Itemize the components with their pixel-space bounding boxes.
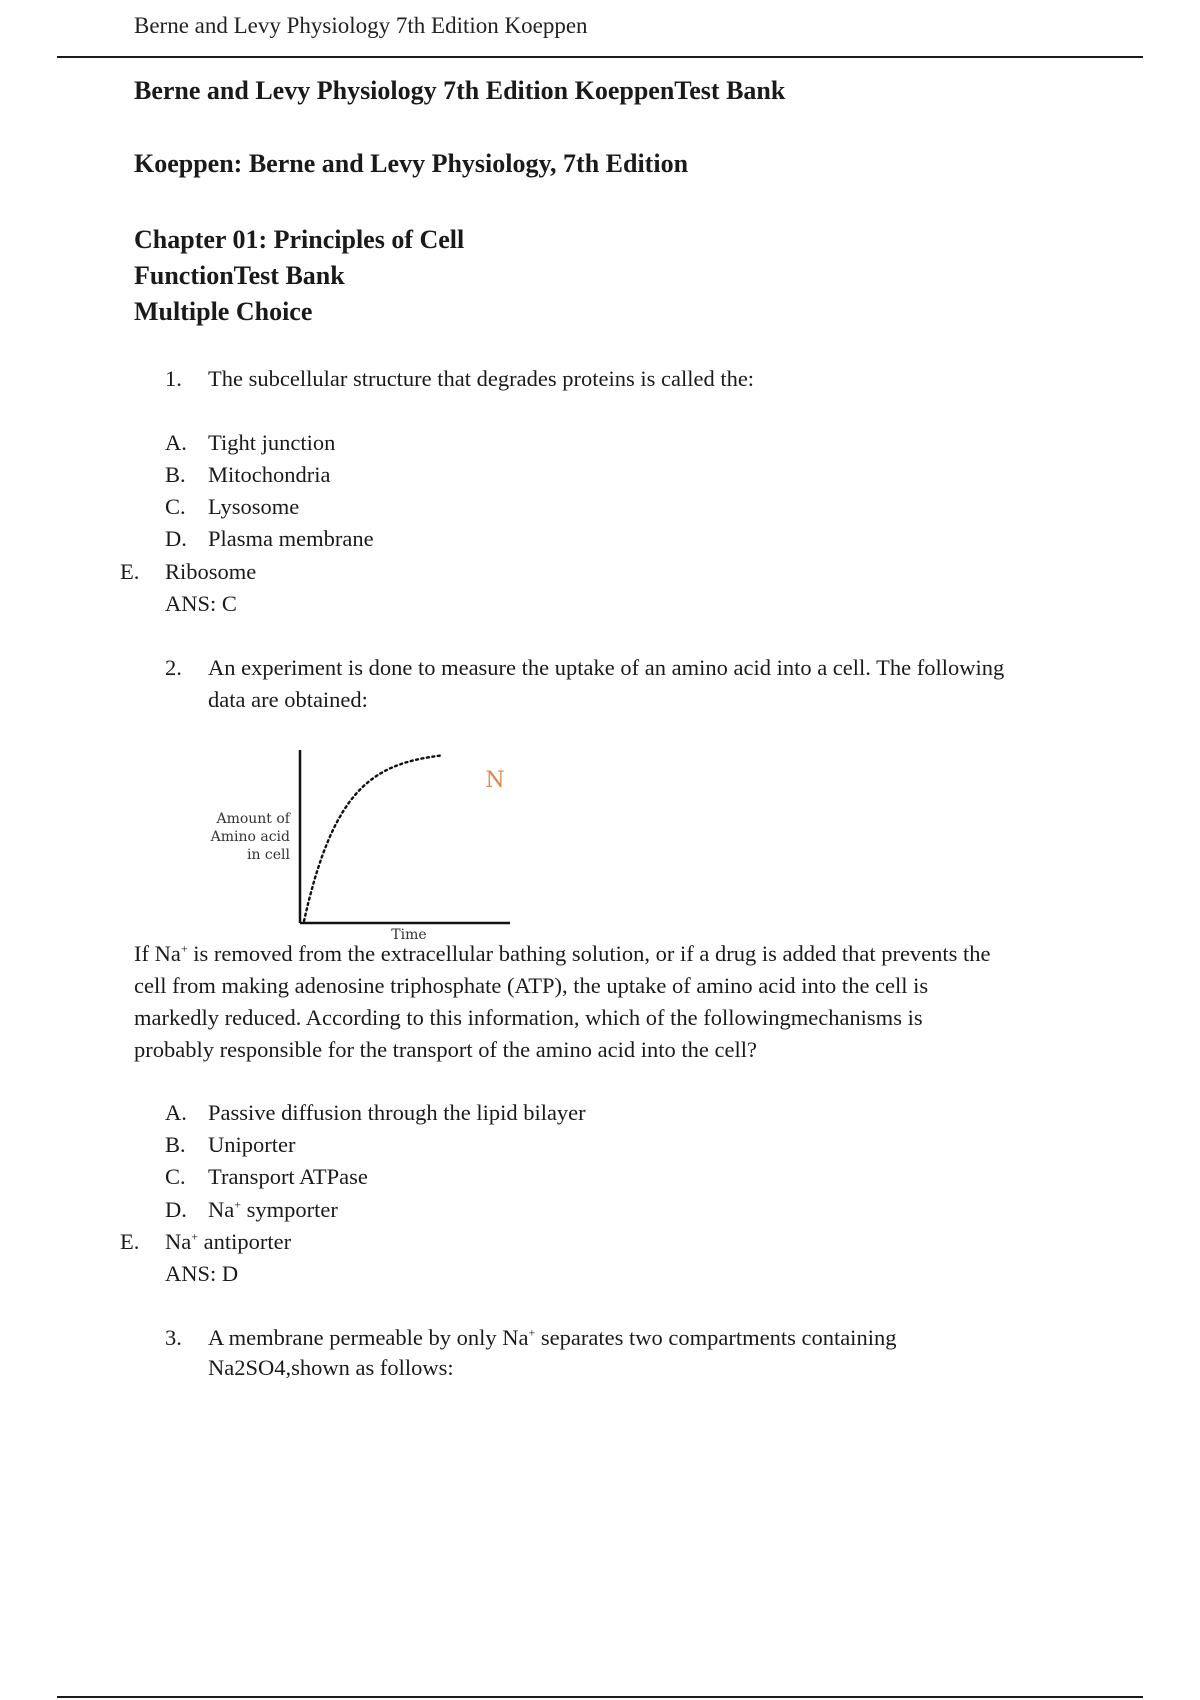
q1-option-letter: D. — [165, 526, 187, 551]
q1-option-letter: B. — [165, 462, 186, 487]
section-heading: Multiple Choice — [134, 297, 313, 326]
q1-option-text: Mitochondria — [208, 462, 331, 487]
q2-paragraph-line2: cell from making adenosine triphosphate (ATP), the uptake of amino acid into the cell is — [134, 973, 929, 998]
q2-paragraph-line1: If Na+ is removed from the extracellular bathing solution, or if a drug is added that prevents the — [134, 941, 991, 966]
q1-option-letter: C. — [165, 494, 186, 519]
q2-number: 2. — [165, 655, 182, 680]
q2-option-letter: A. — [165, 1100, 187, 1125]
graph-xlabel: Time — [391, 927, 427, 943]
graph-ylabel-line1: Amount of — [216, 811, 290, 827]
graph-marker-n: N — [485, 768, 505, 793]
q1-number: 1. — [165, 366, 182, 391]
q1-option-text: Tight junction — [208, 430, 336, 455]
q2-option-text: Transport ATPase — [208, 1164, 368, 1189]
q2-answer: ANS: D — [165, 1261, 239, 1286]
q1-option-letter: E. — [120, 559, 140, 584]
q2-option-letter: D. — [165, 1197, 187, 1222]
document-title: Berne and Levy Physiology 7th Edition KoeppenTest Bank — [134, 76, 786, 105]
chapter-title-line2: FunctionTest Bank — [134, 261, 345, 290]
q1-answer: ANS: C — [165, 591, 237, 616]
q1-option-text: Lysosome — [208, 494, 300, 519]
uptake-curve — [304, 756, 440, 921]
q1-option-text: Ribosome — [165, 559, 257, 584]
q1-option-letter: A. — [165, 430, 187, 455]
q3-number: 3. — [165, 1325, 182, 1350]
graph-ylabel-line2: Amino acid — [210, 829, 290, 845]
q2-option-text: Na+ symporter — [208, 1197, 338, 1222]
q2-option-letter: C. — [165, 1164, 186, 1189]
chapter-title-line1: Chapter 01: Principles of Cell — [134, 225, 465, 254]
running-header: Berne and Levy Physiology 7th Edition Koeppen — [134, 13, 588, 38]
q2-paragraph-line3: markedly reduced. According to this information, which of the followingmechanisms is — [134, 1005, 923, 1030]
q3-text-line1: A membrane permeable by only Na+ separates two compartments containing — [208, 1325, 897, 1350]
q2-option-text: Na+ antiporter — [165, 1229, 292, 1254]
q2-text-line2: data are obtained: — [208, 687, 368, 712]
q1-option-text: Plasma membrane — [208, 526, 374, 551]
q2-text-line1: An experiment is done to measure the uptake of an amino acid into a cell. The following — [208, 655, 1005, 680]
q2-option-text: Passive diffusion through the lipid bilayer — [208, 1100, 586, 1125]
q2-option-letter: B. — [165, 1132, 186, 1157]
header-rule — [57, 56, 1143, 58]
q1-text: The subcellular structure that degrades proteins is called the: — [208, 366, 755, 391]
q2-option-letter: E. — [120, 1229, 140, 1254]
q2-paragraph-line4: probably responsible for the transport of the amino acid into the cell? — [134, 1037, 757, 1062]
graph-ylabel-line3: in cell — [246, 847, 290, 863]
q3-text-line2: Na2SO4,shown as follows: — [208, 1355, 454, 1380]
footer-rule — [57, 1696, 1143, 1698]
q2-option-text: Uniporter — [208, 1132, 296, 1157]
uptake-graph — [200, 740, 520, 945]
book-subtitle: Koeppen: Berne and Levy Physiology, 7th Edition — [134, 149, 689, 178]
